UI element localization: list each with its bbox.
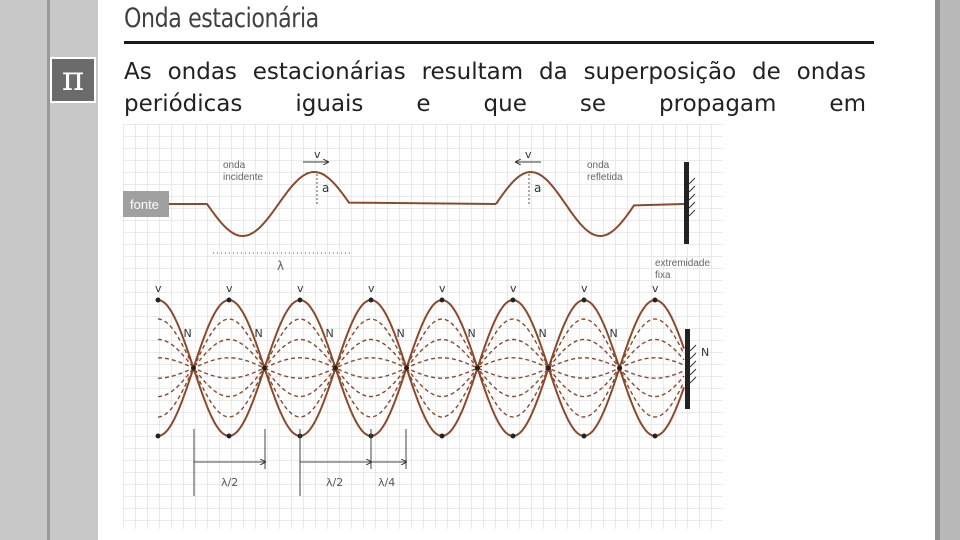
- slide-title: Onda estacionária: [124, 3, 319, 34]
- antinode-dot: [511, 298, 516, 303]
- antinode-dot: [653, 434, 658, 439]
- antinode-dot: [298, 298, 303, 303]
- node-label: N: [467, 327, 476, 340]
- reflected-label-2: refletida: [587, 172, 623, 183]
- fixed-end-wall-bottom: [685, 329, 690, 409]
- node-label: N: [183, 327, 192, 340]
- node-label: N: [396, 327, 405, 340]
- standing-wave-svg: [123, 124, 723, 529]
- antinode-v-label: v: [510, 282, 517, 295]
- node-dot: [475, 366, 480, 371]
- antinode-v-label: v: [226, 282, 233, 295]
- antinode-dot: [511, 434, 516, 439]
- node-label: N: [325, 327, 334, 340]
- reflected-label-1: onda: [587, 160, 610, 171]
- node-dot: [617, 366, 622, 371]
- grid: [123, 124, 723, 529]
- standing-wave-figure: [123, 124, 723, 529]
- antinode-dot: [227, 434, 232, 439]
- antinode-dot: [440, 434, 445, 439]
- incident-velocity-label: v: [314, 148, 321, 161]
- half-lambda-label-1: λ/2: [221, 476, 239, 489]
- title-underline: [124, 41, 874, 44]
- antinode-v-label: v: [368, 282, 375, 295]
- antinode-dot: [440, 298, 445, 303]
- right-decorative-stripe: [935, 0, 940, 540]
- antinode-v-label: v: [652, 282, 659, 295]
- node-dot: [333, 366, 338, 371]
- half-lambda-label-2: λ/2: [326, 476, 344, 489]
- node-dot: [404, 366, 409, 371]
- antinode-dot: [156, 298, 161, 303]
- wavelength-label: λ: [277, 259, 285, 273]
- quarter-lambda-label: λ/4: [378, 476, 396, 489]
- amplitude-label-incident: a: [322, 181, 330, 195]
- node-dot: [262, 366, 267, 371]
- pi-icon: π: [50, 57, 96, 103]
- node-label: N: [609, 327, 618, 340]
- source-label: fonte: [130, 197, 159, 212]
- antinode-dot: [582, 434, 587, 439]
- antinode-v-label: v: [155, 282, 162, 295]
- node-label: N: [254, 327, 263, 340]
- antinode-dot: [653, 298, 658, 303]
- antinode-v-label: v: [581, 282, 588, 295]
- fixed-end-label-2: fixa: [655, 270, 671, 281]
- antinode-v-label: v: [297, 282, 304, 295]
- antinode-dot: [227, 298, 232, 303]
- antinode-dot: [369, 298, 374, 303]
- node-dot: [191, 366, 196, 371]
- incident-label-1: onda: [223, 160, 246, 171]
- incident-label-2: incidente: [223, 172, 264, 183]
- antinode-dot: [156, 434, 161, 439]
- wall-node-label: N: [701, 346, 710, 359]
- amplitude-label-reflected: a: [534, 181, 542, 195]
- fixed-end-label-1: extremidade: [655, 258, 711, 269]
- antinode-dot: [582, 298, 587, 303]
- slide-body-text: As ondas estacionárias resultam da superposição de ondas periódicas iguais e que se propagam em: [124, 59, 866, 117]
- fixed-end-wall-top: [684, 162, 689, 244]
- node-label: N: [538, 327, 547, 340]
- antinode-v-label: v: [439, 282, 446, 295]
- node-dot: [546, 366, 551, 371]
- reflected-velocity-label: v: [525, 148, 532, 161]
